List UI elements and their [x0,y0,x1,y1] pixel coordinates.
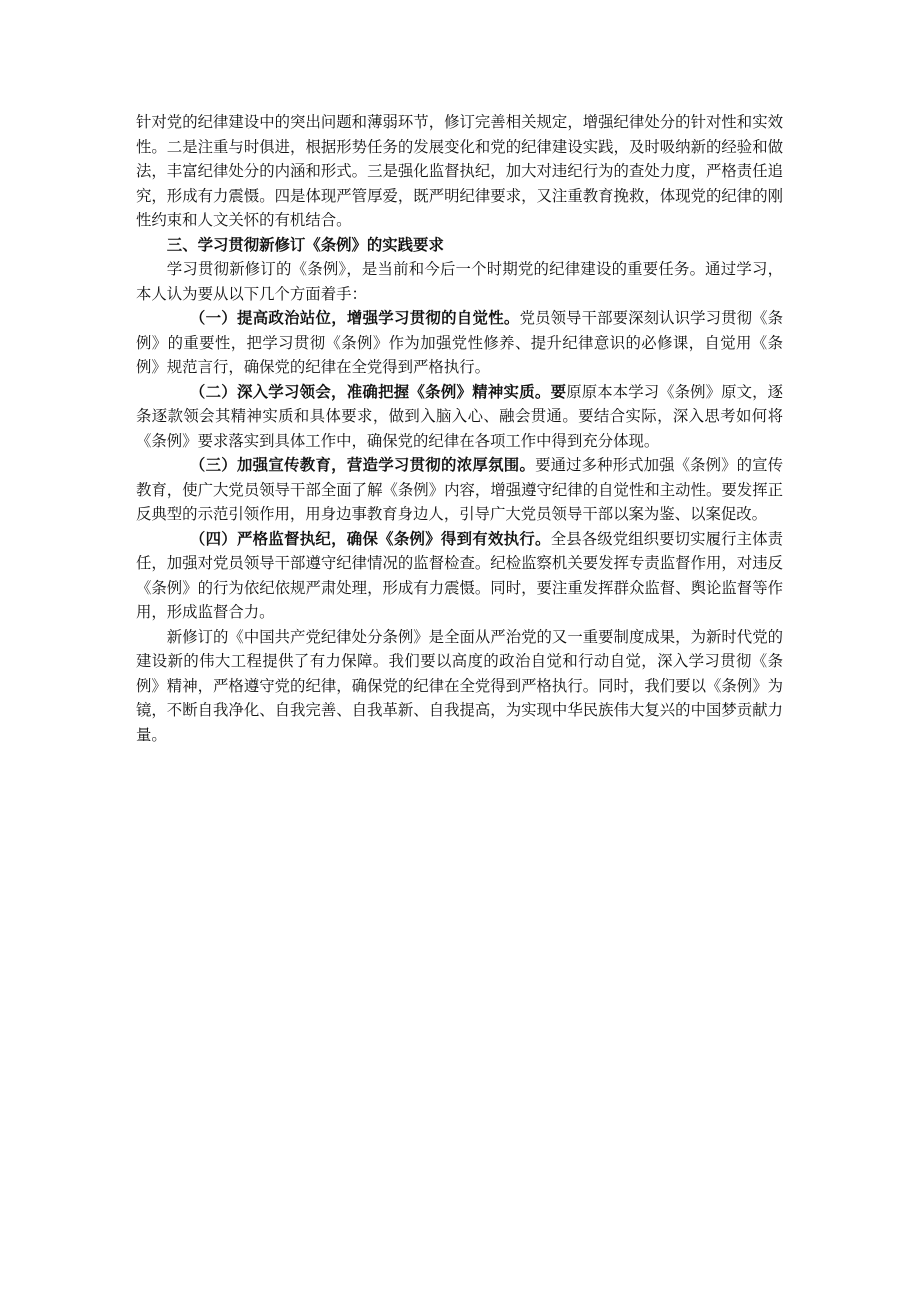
section-heading-3: 三、学习贯彻新修订《条例》的实践要求 [166,235,444,254]
paragraph-item-1 [136,306,783,380]
paragraph-section3-intro: 学习贯彻新修订的《条例》，是当前和今后一个时期党的纪律建设的重要任务。通过学习，本人认为要从以下几个方面着手： [136,260,783,303]
paragraph-item-2 [136,380,783,454]
item-1-lead: （一）提高政治站位，增强学习贯彻的自觉性。 [189,309,520,327]
item-2-body: 原原本本学习《条例》原文，逐条逐款领会其精神实质和具体要求，做到入脑入心、融会贯通。要结合实际，深入思考如何将《条例》要求落实到具体工作中，确保党的纪律在各项工作中得到充分体现。 [136,382,783,450]
item-2-lead: （二）深入学习领会，准确把握《条例》精神实质。要 [189,382,567,401]
paragraph-continuation: 针对党的纪律建设中的突出问题和薄弱环节，修订完善相关规定，增强纪律处分的针对性和实效性。二是注重与时俱进，根据形势任务的发展变化和党的纪律建设实践，及时吸纳新的经验和做法，丰富纪律处分的内涵和形式。三是强化监督执纪，加大对违纪行为的查处力度，严格责任追究，形成有力震慑。四是体现严管厚爱，既严明纪律要求，又注重教育挽救，体现党的纪律的刚性约束和人文关怀的有机结合。 [136,113,783,229]
paragraph-item-3 [136,453,783,527]
document-page [136,110,783,747]
paragraph-conclusion: 新修订的《中国共产党纪律处分条例》是全面从严治党的又一重要制度成果，为新时代党的建设新的伟大工程提供了有力保障。我们要以高度的政治自觉和行动自觉，深入学习贯彻《条例》精神，严格遵守党的纪律，确保党的纪律在全党得到严格执行。同时，我们要以《条例》为镜，不断自我净化、自我完善、自我革新、自我提高，为实现中华民族伟大复兴的中国梦贡献力量。 [136,627,783,744]
item-3-body: 要通过多种形式加强《条例》的宣传教育，使广大党员领导干部全面了解《条例》内容，增强遵守纪律的自觉性和主动性。要发挥正反典型的示范引领作用，用身边事教育身边人，引导广大党员领导干部以案为鉴、以案促改。 [136,456,783,523]
item-3-lead: （三）加强宣传教育，营造学习贯彻的浓厚氛围。 [189,456,536,474]
paragraph-item-4 [136,527,783,625]
item-1-body: 党员领导干部要深刻认识学习贯彻《条例》的重要性，把学习贯彻《条例》作为加强党性修养、提升纪律意识的必修课，自觉用《条例》规范言行，确保党的纪律在全党得到严格执行。 [136,309,783,376]
item-4-body: 全县各级党组织要切实履行主体责任，加强对党员领导干部遵守纪律情况的监督检查。纪检监察机关要发挥专责监督作用，对违反《条例》的行为依纪依规严肃处理，形成有力震慑。同时，要注重发挥群众监督、舆论监督等作用，形成监督合力。 [136,529,783,621]
item-4-lead: （四）严格监督执纪，确保《条例》得到有效执行。 [189,529,551,548]
